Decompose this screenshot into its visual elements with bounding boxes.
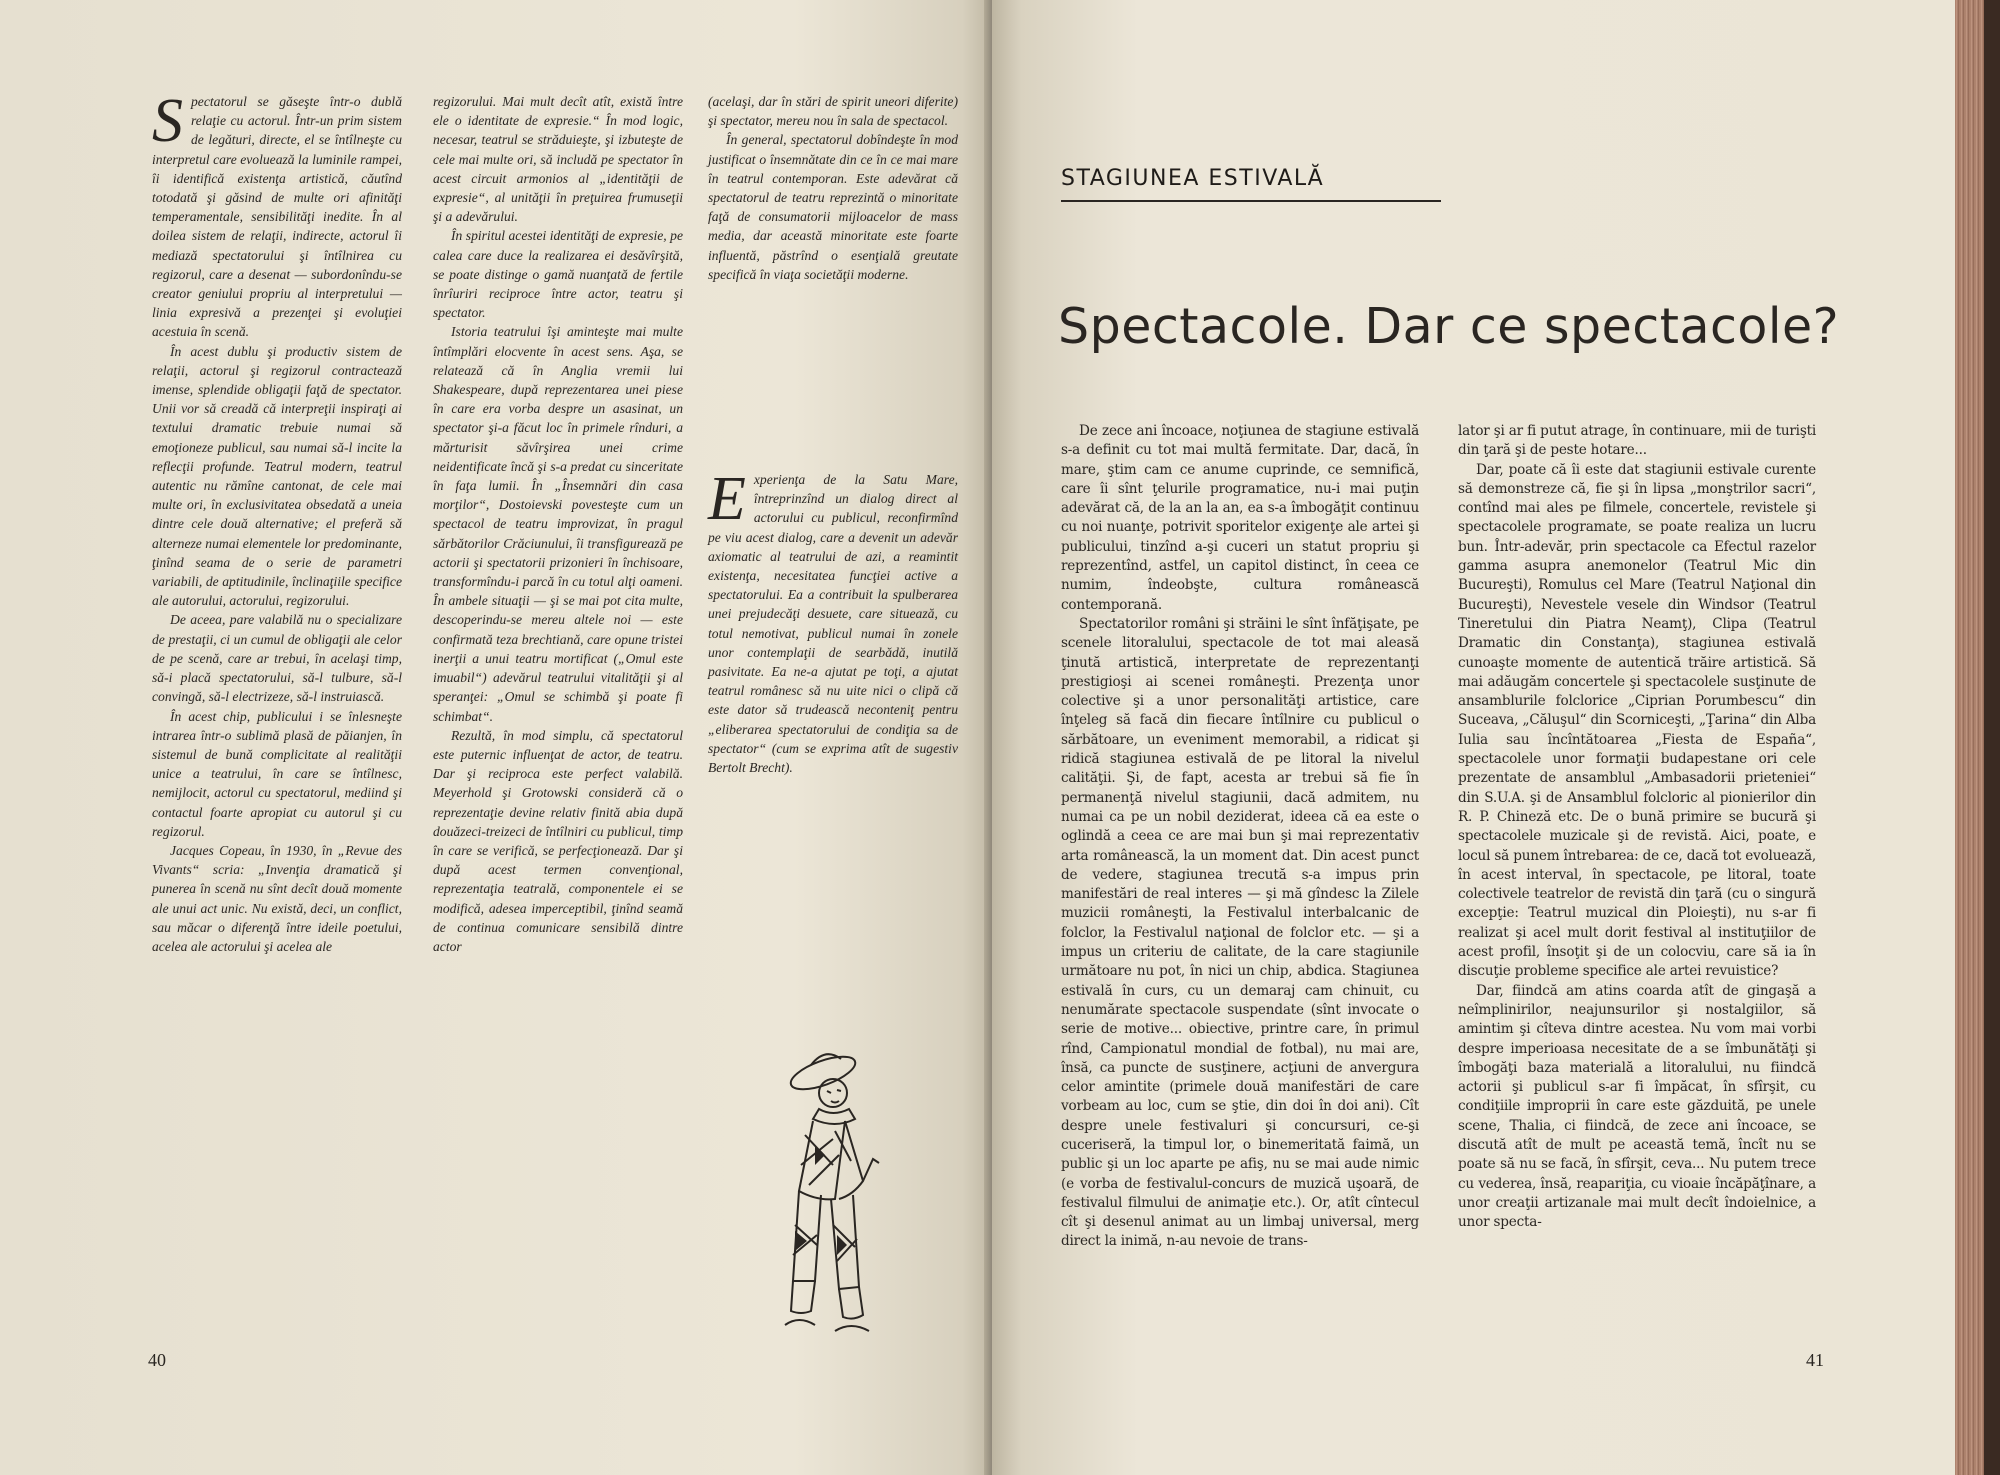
paragraph: De aceea, pare valabilă nu o specializare de prestaţii, ci un cumul de obligaţii ale celor de pe scenă, care ar trebui, în acelaşi timp, să-i placă spectatorului, să-l tulbure, să-l convingă, să-l electrizeze, să-l instruiască.	[152, 612, 402, 705]
page-number: 40	[148, 1350, 166, 1370]
left-column-1	[152, 87, 402, 956]
paragraph: (acelaşi, dar în stări de spirit uneori diferite) şi spectator, mereu nou în sala de spectacol.	[708, 94, 958, 129]
drop-cap: S	[152, 87, 183, 155]
left-column-3a	[708, 92, 958, 284]
right-column-1	[1061, 422, 1419, 1252]
paragraph: Istoria teatrului îşi aminteşte mai multe întîmplări elocvente în acest sens. Aşa, se relatează că în Anglia vremii lui Shakespeare, după reprezentarea unei piese în care era vorba despre un asasinat, un spectator şi-a făcut loc în primele rînduri, a mărturisit săvîrşirea unei crime neidentificate încă şi s-a predat cu sinceritate în faţa lumii. În „Însemnări din casa morţilor“, Dostoievski povesteşte cum un spectacol de teatru improvizat, în pragul sărbătorilor Crăciunului, îi transfigurează pe actorii şi spectatorii prizonieri în închisoare, transformîndu-i parcă în cu totul alţi oameni. În ambele situaţii — şi se mai pot cita multe, descoperindu-se mereu altele noi — este confirmată teza brechtiană, care opune tristei inerţii a unui teatru mortificat („Omul este imuabil“) adevărul teatrului vitalităţii şi al speranţei: „Omul se schimbă şi poate fi schimbat“.	[433, 324, 683, 724]
left-page	[0, 0, 992, 1475]
paragraph: pectatorul se găseşte într-o dublă relaţie cu actorul. Într-un prim sistem de legături, directe, el se întîlneşte cu interpretul care evoluează la luminile rampei, îi identifică existenţa artistică, căutînd totodată şi găsind de multe ori afinităţi temperamentale, sensibilităţi inedite. În al doilea sistem de relaţii, indirecte, actorul îi mediază spectatorului şi întîlnirea cu regizorul, care a desenat — subordonîndu-se creator geniului propriu al interpretului — linia expresivă a prezenţei şi evoluţiei acestuia în scenă.	[152, 94, 402, 340]
paragraph: În spiritul acestei identităţi de expresie, pe calea care duce la realizarea ei desăvîrşită, se poate distinge o gamă nuanţată de fertile înrîuriri reciproce între actor, teatru şi spectator.	[433, 228, 683, 321]
paragraph: De zece ani încoace, noţiunea de stagiune estivală s-a definit cu tot mai multă fermitate. Dar, dacă, în mare, ştim cam ce anume cuprinde, ce semnifică, care îi sînt ţelurile programatice, nu-i mai puţin adevărat că, de la an la an, ea s-a îmbogăţit continuu cu noi nuanţe, potrivit sporitelor exigenţe ale artei şi publicului, tinzînd a-şi cuceri un statut propriu şi reprezentînd, astfel, un capitol distinct, în ceea ce numim, îndeobşte, cultura românească contemporană.	[1061, 423, 1419, 613]
section-title-underline	[1061, 200, 1441, 202]
left-column-2	[433, 92, 683, 956]
paragraph: Dar, poate că îi este dat stagiunii estivale curente să demonstreze că, fie şi în lipsa „monştrilor sacri“, contînd mai ales pe filmele, concertele, revistele şi spectacolele programate, se poate realiza un lucru bun. Într-adevăr, prin spectacole ca Efectul razelor gamma asupra anemonelor (Teatrul Mic din Bucureşti), Romulus cel Mare (Teatrul Naţional din Bucureşti), Nevestele vesele din Windsor (Teatrul Tineretului din Piatra Neamţ), Clipa (Teatrul Dramatic din Constanţa), stagiunea estivală cunoaşte momente de autentică trăire artistică. Să mai adăugăm concertele şi spectacolele susţinute de ansamblurile folclorice „Ciprian Porumbescu“ din Suceava, „Căluşul“ din Scorniceşti, „Ţarina“ din Alba Iulia sau încîntătoarea „Fiesta de España“, spectacolele unor formaţii budapestane ori cele prezentate de ansamblul „Ambasadorii prieteniei“ din S.U.A. şi de Ansamblul folcloric al pionierilor din R. P. Chineză etc. De o bună primire se bucură şi spectacolele muzicale şi de revistă. Aici, poate, e locul să punem întrebarea: de ce, dacă tot evoluează, în acest interval, în spectacole, pe litoral, toate colectivele teatrelor de revistă din ţară (cu o singură excepţie: Teatrul muzical din Ploieşti), nu s-ar fi realizat şi acel mult dorit festival al instituţiilor de acest profil, însoţit şi de un colocviu, care să ia în discuţie probleme specifice ale artei revuistice?	[1458, 461, 1816, 980]
right-column-2	[1458, 422, 1816, 1232]
left-column-3b	[708, 465, 958, 777]
paragraph: lator şi ar fi putut atrage, în continuare, mii de turişti din ţară şi de peste hotare...	[1458, 423, 1817, 459]
paragraph: Rezultă, în mod simplu, că spectatorul este puternic influenţat de actor, de teatru. Dar şi reciproca este perfect valabilă. Meyerhold şi Grotowski consideră că o reprezentaţie devine relativ finită abia după douăzeci-treizeci de întîlniri cu publicul, timp în care se verifică, se perfecţionează. Dar şi după acest termen convenţional, reprezentaţia teatrală, componentele ei se modifică, adesea imperceptibil, ţinînd seamă de continua comunicare sensibilă dintre actor	[433, 727, 683, 954]
paragraph: Spectatorilor români şi străini le sînt înfăţişate, pe scenele litoralului, spectacole de tot mai aleasă ţinută artistică, interpretate de reprezentanţi prestigioşi ai scenei româneşti. Prezenţa unor colective şi a unor personalităţi artistice, care înţeleg să facă din fiecare întîlnire cu publicul o sărbătoare, un eveniment memorabil, a ridicat şi ridică stagiunea estivală de pe litoral la nivelul calităţii. Şi, de fapt, acesta ar trebui să fie în permanenţă nivelul stagiunii, dacă admitem, nu numai ca pe un nobil deziderat, ideea că ea este o oglindă a ceea ce are mai bun şi mai reprezentativ arta românească, la un moment dat. Din acest punct de vedere, stagiunea trecută s-a impus prin manifestări de real interes — şi mă gîndesc la Zilele muzicii româneşti, la Festivalul interbalcanic de folclor, la Festivalul naţional de folclor etc. — şi a impus un criteriu de calitate, de la care stagiunile următoare nu pot, în nici un chip, abdica. Stagiunea estivală în curs, cu un demaraj cam chinuit, cu nenumărate spectacole suspendate (sînt invocate o serie de motive... obiective, printre care, în primul rînd, Campionatul mondial de fotbal), nu mai are, însă, ca puncte de susţinere, acţiuni de anvergura celor amintite (primele două manifestări de care vorbeam au loc, cum se ştie, din doi în doi ani). Cît despre unele festivaluri şi concursuri, ce-şi cuceriseră, la timpul lor, o binemeritată faimă, un public şi un loc aparte pe afiş, nu se mai aude nimic (e vorba de festivalul-concurs de muzică uşoară, de festivalul filmului de animaţie etc.). Or, atît cîntecul cît şi desenul animat au un limbaj universal, merg direct la inimă, n-au nevoie de trans-	[1061, 615, 1419, 1250]
paragraph: În acest chip, publicului i se înlesneşte intrarea într-o sublimă plasă de păianjen, în sistemul de bună complicitate al realităţii unice a teatrului, în care se întîlnesc, nemijlocit, actorul cu spectatorul, mediind şi contactul foarte apropiat cu autorul şi cu regizorul.	[152, 708, 402, 839]
paragraph: regizorului. Mai mult decît atît, există între ele o identitate de expresie.“ În mod logic, necesar, teatrul se străduieşte, şi izbuteşte de cele mai multe ori, să includă pe spectator în acest circuit armonios al „identităţii de expresie“, al unităţii în preţuirea frumuseţii şi a adevărului.	[433, 94, 683, 225]
section-title: STAGIUNEA ESTIVALĂ	[1061, 166, 1325, 191]
book-cover-edge	[1984, 0, 2000, 1475]
paragraph: xperienţa de la Satu Mare, întreprinzînd un dialog direct al actorului cu publicul, reconfirmînd pe viu acest dialog, care a devenit un adevăr axiomatic al teatrului de azi, a reamintit existenţa, necesitatea funcţiei active a spectatorului. Ea a contribuit la spulberarea unei prejudecăţi desuete, care situează, cu totul nemotivat, publicul numai în zonele unor contemplaţii de searbădă, inutilă pasivitate. Ea ne-a ajutat pe toţi, a ajutat teatrul românesc să nu uite nici o clipă că este dator să trudească neconteniţ pentru „eliberarea spectatorului de condiţia sa de spectator“ (cum se exprima atît de sugestiv Bertolt Brecht).	[708, 472, 958, 776]
harlequin-figure-illustration	[775, 1035, 885, 1370]
paragraph: Jacques Copeau, în 1930, în „Revue des Vivants“ scria: „Invenţia dramatică şi punerea în scenă nu sînt decît două momente ale unui act unic. Nu există, deci, un conflict, sau măcar o diferenţă între ideile poetului, acelea ale actorului şi acelea ale	[152, 842, 402, 954]
article-title: Spectacole. Dar ce spectacole?	[1058, 298, 1840, 355]
page-number: 41	[1806, 1350, 1824, 1370]
paragraph: Dar, fiindcă am atins coarda atît de gingaşă a neîmplinirilor, neajunsurilor şi nostalgiilor, să amintim şi cîteva dintre acestea. Nu vom mai vorbi despre imperioasa necesitate de a se îmbunătăţi şi îmbogăţi baza materială a litoralului, nu fiindcă actorii şi publicul s-ar fi împăcat, în sfîrşit, cu condiţiile improprii în care este găzduită, pe unele scene, Thalia, ci fiindcă, de zece ani încoace, se discută atît de mult pe această temă, încît nu se poate să nu se facă, în sfîrşit, ceva... Nu putem trece cu vederea, însă, reapariţia, cu vioaie încăpăţînare, a unor creaţii artizanale mai mult decît îndoielnice, a unor specta-	[1458, 982, 1816, 1231]
paragraph: În general, spectatorul dobîndeşte în mod justificat o însemnătate din ce în ce mai mare în teatrul contemporan. Este adevărat că spectatorul de teatru reprezintă o minoritate faţă de consumatorii mijloacelor de mass media, dar această minoritate este foarte influentă, păstrînd o esenţială greutate specifică în viaţa societăţii moderne.	[708, 132, 958, 282]
drop-cap: E	[708, 465, 746, 533]
paragraph: În acest dublu şi productiv sistem de relaţii, actorul şi regizorul contractează imense, splendide obligaţii faţă de spectator. Unii vor să creadă că interpreţii inspiraţi ai textului dramatic trebuie numai să emoţioneze publicul, sau numai să-l incite la reflecţii profunde. Teatrul modern, teatrul autentic nu rămîne cantonat, de cele mai multe ori, în exclusivitatea obsedată a uneia dintre cele două alternative; el preferă să alterneze numai elementele lor predominante, ţinînd seama de o serie de parametri variabili, de aptitudinile, înclinaţiile specifice ale autorului, actorului, regizorului.	[152, 343, 402, 609]
